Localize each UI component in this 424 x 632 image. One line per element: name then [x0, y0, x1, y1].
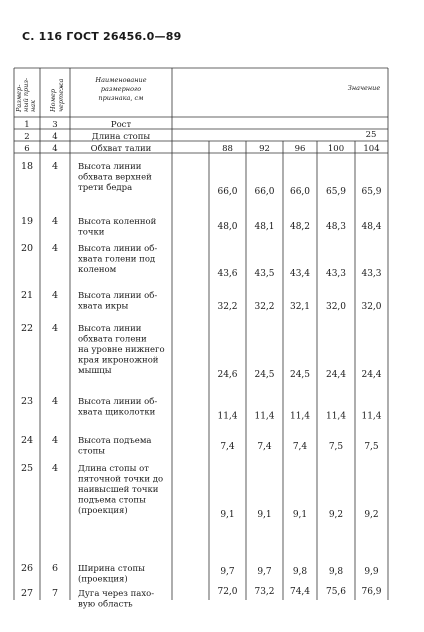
row-value: 7,5 — [364, 442, 379, 452]
row-value: 7,5 — [328, 442, 344, 452]
row-drawing-number: 4 — [51, 396, 59, 407]
row-drawing-number: 4 — [51, 463, 59, 474]
row-value: 72,0 — [217, 587, 238, 597]
row-feature-name: хвата икры — [78, 301, 129, 312]
row-feature-name: Высота линии об- — [78, 291, 158, 301]
row-feature-name: Высота коленной — [78, 217, 157, 227]
header-feature-name: Наименование — [95, 76, 147, 84]
subheader-name: Обхват талии — [90, 144, 152, 154]
row-feature-name: Высота линии — [78, 324, 142, 334]
header-drawing-number: чертежа — [57, 78, 65, 112]
row-number: 18 — [20, 161, 34, 172]
row-number: 21 — [20, 290, 34, 301]
row-feature-name: на уровне нижнего — [78, 345, 165, 355]
row-drawing-number: 4 — [51, 216, 59, 227]
subheader-drawing: 4 — [52, 132, 58, 142]
subheader-num: 1 — [24, 120, 30, 130]
row-feature-name: точки — [78, 227, 105, 238]
row-feature-name: Ширина стопы — [78, 564, 145, 574]
header-size-feature: нак — [29, 99, 37, 112]
row-feature-name: хвата голени под — [78, 254, 156, 265]
row-feature-name: пяточной точки до — [78, 474, 164, 485]
row-value: 7,4 — [220, 442, 235, 452]
row-feature-name: хвата щиколотки — [78, 407, 156, 418]
row-drawing-number: 4 — [51, 243, 59, 254]
row-feature-name: трети бедра — [78, 183, 133, 193]
row-feature-name: вую область — [78, 599, 133, 610]
row-drawing-number: 4 — [51, 161, 59, 172]
row-feature-name: Высота линии — [78, 162, 142, 172]
row-value: 73,2 — [254, 587, 275, 597]
row-feature-name: Длина стопы от — [78, 464, 149, 474]
row-value: 9,1 — [292, 510, 308, 520]
page-header: С. 116 ГОСТ 26456.0—89 — [22, 30, 182, 43]
row-feature-name: наивысшей точки — [78, 485, 159, 495]
row-value: 7,4 — [292, 442, 308, 452]
header-size-feature: Размер- — [15, 84, 23, 112]
row-value: 24,4 — [325, 370, 347, 380]
row-value: 74,4 — [289, 587, 311, 597]
subheader-name: Длина стопы — [91, 132, 151, 142]
row-value: 9,8 — [328, 567, 344, 577]
row-value: 32,2 — [217, 302, 238, 312]
row-value: 9,2 — [364, 510, 379, 520]
row-value: 48,4 — [361, 222, 382, 232]
row-drawing-number: 4 — [51, 323, 59, 334]
subheader-value: 25 — [365, 130, 377, 140]
row-value: 24,6 — [217, 370, 238, 380]
row-value: 9,7 — [220, 567, 235, 577]
row-feature-name: подъема стопы — [78, 495, 146, 506]
row-feature-name: Высота подъема — [78, 436, 152, 446]
row-value: 9,9 — [364, 567, 379, 577]
row-value: 11,4 — [289, 411, 311, 422]
row-value: 43,6 — [217, 269, 238, 279]
row-value: 11,4 — [217, 411, 238, 422]
row-value: 24,4 — [361, 370, 382, 380]
row-feature-name: мышцы — [78, 366, 112, 376]
size-column-header: 92 — [259, 144, 270, 154]
row-value: 66,0 — [254, 187, 275, 197]
row-feature-name: Дуга через пахо- — [78, 589, 155, 599]
header-feature-name: признака, см — [98, 94, 144, 102]
row-feature-name: Высота линии об- — [78, 397, 158, 407]
row-value: 9,7 — [257, 567, 272, 577]
row-value: 32,1 — [289, 302, 311, 312]
header-drawing-number: Номер — [49, 89, 57, 112]
size-column-header: 100 — [327, 144, 345, 154]
row-drawing-number: 4 — [51, 435, 59, 446]
row-value: 11,4 — [325, 411, 347, 422]
row-number: 20 — [20, 243, 34, 254]
row-value: 65,9 — [325, 187, 347, 197]
row-feature-name: (проекция) — [78, 574, 128, 585]
row-value: 9,8 — [292, 567, 308, 577]
row-value: 48,3 — [325, 222, 347, 232]
size-column-header: 104 — [363, 144, 380, 154]
row-drawing-number: 4 — [51, 290, 59, 301]
row-value: 66,0 — [217, 187, 238, 197]
row-value: 9,1 — [257, 510, 272, 520]
row-feature-name: обхвата верхней — [78, 172, 152, 183]
row-value: 9,1 — [220, 510, 235, 520]
row-value: 43,5 — [254, 269, 275, 279]
row-value: 32,2 — [254, 302, 275, 312]
header-size-feature: ный приз- — [22, 77, 30, 112]
row-value: 43,3 — [325, 269, 347, 279]
header-value: Значение — [347, 84, 381, 92]
size-column-header: 88 — [222, 144, 233, 154]
row-value: 9,2 — [328, 510, 344, 520]
row-drawing-number: 7 — [51, 588, 59, 599]
row-number: 26 — [20, 563, 34, 574]
subheader-drawing: 3 — [52, 120, 58, 130]
row-value: 11,4 — [361, 411, 382, 422]
row-value: 32,0 — [325, 302, 347, 312]
row-feature-name: коленом — [78, 265, 117, 275]
row-value: 66,0 — [289, 187, 311, 197]
size-column-header: 96 — [294, 144, 306, 154]
row-value: 76,9 — [361, 587, 382, 597]
row-number: 25 — [20, 463, 34, 474]
row-number: 23 — [20, 396, 34, 407]
row-feature-name: Высота линии об- — [78, 244, 158, 254]
row-value: 32,0 — [361, 302, 382, 312]
row-value: 65,9 — [361, 187, 382, 197]
row-drawing-number: 6 — [51, 563, 59, 574]
row-feature-name: обхвата голени — [78, 334, 147, 345]
row-feature-name: края икроножной — [78, 355, 159, 366]
row-value: 75,6 — [325, 587, 347, 597]
header-feature-name: размерного — [100, 85, 142, 93]
row-number: 22 — [20, 323, 34, 334]
subheader-num: 6 — [24, 144, 30, 154]
row-value: 48,2 — [289, 222, 311, 232]
subheader-drawing: 4 — [52, 144, 58, 154]
row-number: 24 — [20, 435, 34, 446]
row-value: 24,5 — [289, 370, 311, 380]
row-feature-name: (проекция) — [78, 506, 128, 516]
row-value: 11,4 — [254, 411, 275, 422]
row-value: 7,4 — [257, 442, 272, 452]
row-number: 19 — [20, 216, 34, 227]
row-value: 24,5 — [254, 370, 275, 380]
row-value: 48,0 — [217, 222, 238, 232]
row-value: 43,4 — [289, 269, 311, 279]
subheader-num: 2 — [24, 132, 30, 142]
row-value: 48,1 — [254, 222, 275, 232]
subheader-name: Рост — [110, 120, 132, 130]
row-feature-name: стопы — [78, 446, 106, 457]
row-number: 27 — [20, 588, 34, 599]
row-value: 43,3 — [361, 269, 382, 279]
